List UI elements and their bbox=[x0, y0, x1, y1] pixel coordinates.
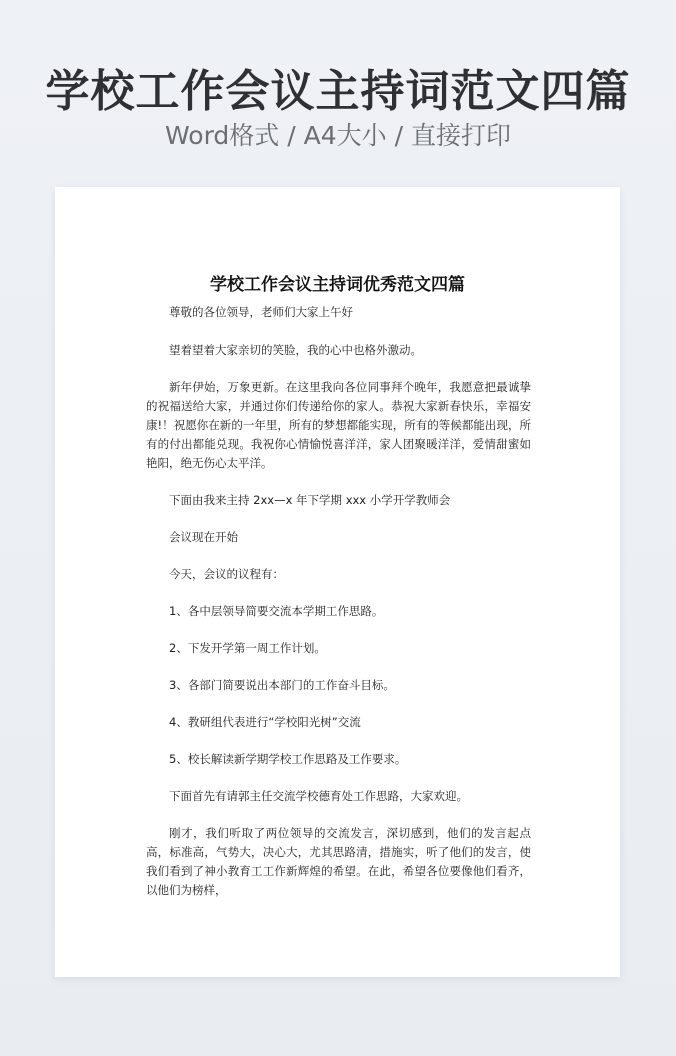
agenda-item: 2、下发开学第一周工作计划。 bbox=[169, 641, 326, 655]
document-title: 学校工作会议主持词优秀范文四篇 bbox=[210, 275, 465, 295]
agenda-item: 4、教研组代表进行“学校阳光树”交流 bbox=[169, 715, 361, 729]
banner-subtitle: Word格式 / A4大小 / 直接打印 bbox=[165, 121, 511, 150]
paragraph: 望着望着大家亲切的笑脸，我的心中也格外激动。 bbox=[169, 343, 422, 357]
paragraph: 新年伊始，万象更新。在这里我向各位同事拜个晚年，我愿意把最诚挚的祝福送给大家，并通过你们传递给你的家人。恭祝大家新春快乐，幸福安康!！祝愿你在新的一年里，所有的梦想都能实现，所有的等候都能出现，所有的付出都能兑现。我祝你心情愉悦喜洋洋，家人团聚暖洋洋，爱情甜蜜如艳阳，绝无伤心太平洋。 bbox=[146, 380, 531, 470]
agenda-item: 3、各部门简要说出本部门的工作奋斗目标。 bbox=[169, 678, 395, 692]
paragraph: 下面首先有请郭主任交流学校德育处工作思路，大家欢迎。 bbox=[169, 789, 468, 803]
agenda-item: 5、校长解读新学期学校工作思路及工作要求。 bbox=[169, 752, 407, 766]
document-body bbox=[146, 303, 531, 918]
document-page bbox=[55, 187, 620, 977]
agenda-item: 1、各中层领导简要交流本学期工作思路。 bbox=[169, 604, 384, 618]
paragraph: 今天，会议的议程有： bbox=[169, 567, 284, 581]
paragraph-greeting: 尊敬的各位领导，老师们大家上午好 bbox=[169, 305, 353, 319]
paragraph: 会议现在开始 bbox=[169, 530, 238, 544]
paragraph: 下面由我来主持 2xx—x 年下学期 xxx 小学开学教师会 bbox=[169, 493, 451, 507]
paragraph: 刚才，我们听取了两位领导的交流发言，深切感到，他们的发言起点高，标准高，气势大，决心大，尤其思路清，措施实，听了他们的发言，使我们看到了神小教育工工作新辉煌的希望。在此，希望各位要像他们看齐，以他们为榜样， bbox=[146, 826, 531, 897]
banner-title: 学校工作会议主持词范文四篇 bbox=[45, 66, 631, 117]
